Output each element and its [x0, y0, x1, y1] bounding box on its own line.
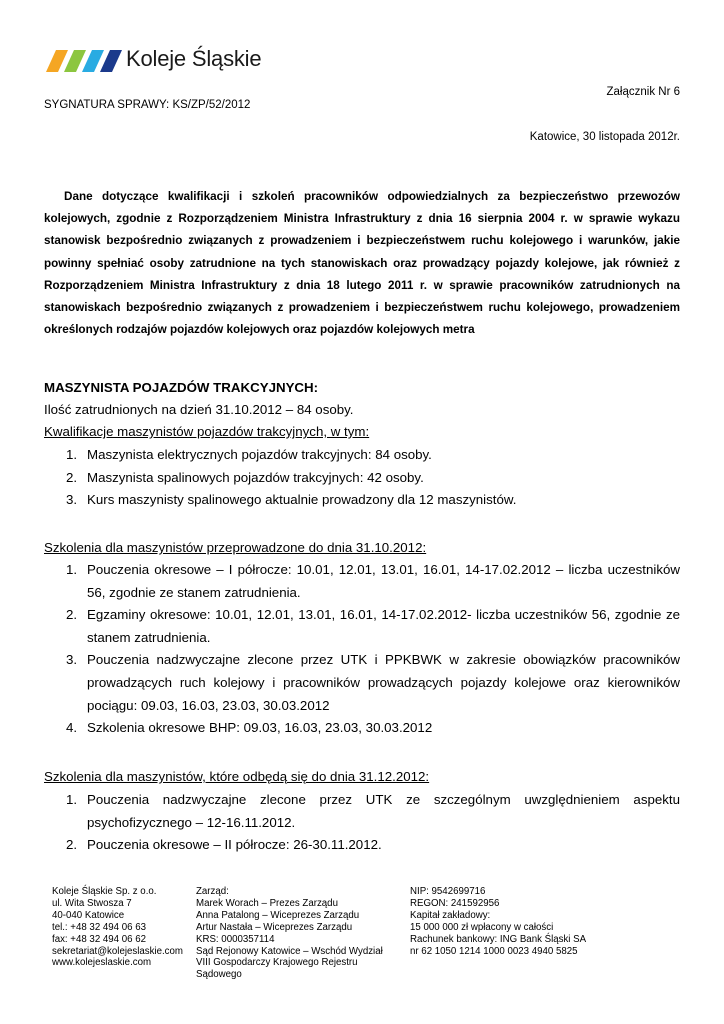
- attachment-label: Załącznik Nr 6: [606, 86, 680, 98]
- logo-stripes-icon: [44, 44, 124, 78]
- qualifications-title: Kwalifikacje maszynistów pojazdów trakcyjnych, w tym:: [44, 424, 370, 439]
- list-item-text: Maszynista elektrycznych pojazdów trakcyjnych: 84 osoby.: [87, 447, 432, 462]
- list-item: [44, 789, 680, 834]
- list-item: [44, 717, 680, 740]
- list-item-text: Pouczenia okresowe – II półrocze: 26-30.11.2012.: [87, 837, 382, 853]
- list-number: 1.: [66, 562, 78, 577]
- list-item-text: Egzaminy okresowe: 10.01, 12.01, 13.01, 16.01, 14-17.02.2012- liczba uczestników 56, zgodnie ze stanem zatrudnienia.: [87, 607, 680, 645]
- planned-trainings-list: [44, 789, 680, 857]
- list-item: [44, 444, 680, 467]
- footer-registration-info: NIP: 9542699716 REGON: 241592956 Kapitał zakładowy: 15 000 000 zł wpłacony w całości Rachunek bankowy: ING Bank Śląski SA nr 62 1050 1214 1000 0023 4940 5825: [410, 886, 587, 957]
- list-number: 2.: [66, 469, 78, 485]
- case-signature: SYGNATURA SPRAWY: KS/ZP/52/2012: [44, 99, 251, 111]
- section-heading: MASZYNISTA POJAZDÓW TRAKCYJNYCH:: [44, 380, 319, 395]
- list-item: [44, 489, 680, 512]
- list-item: [44, 467, 680, 490]
- completed-trainings-title: Szkolenia dla maszynistów przeprowadzone do dnia 31.10.2012:: [44, 540, 427, 555]
- list-item-text: Pouczenia nadzwyczajne zlecone przez UTK i PPKBWK w zakresie obowiązków pracowników prowadzących ruch kolejowy i pracowników prowadzących pojazdy kolejowe oraz kierowników pociągu: 09.03, 16.03, 23.03, 30.03.2012: [87, 652, 680, 713]
- list-item-text: Maszynista spalinowych pojazdów trakcyjnych: 42 osoby.: [87, 469, 424, 485]
- list-item: [44, 559, 680, 604]
- list-number: 4.: [66, 720, 78, 736]
- intro-paragraph: [44, 186, 680, 341]
- logo-text: Koleje Śląskie: [126, 46, 262, 71]
- list-number: 1.: [66, 447, 78, 462]
- document-date: Katowice, 30 listopada 2012r.: [529, 131, 680, 143]
- intro-text: Dane dotyczące kwalifikacji i szkoleń pracowników odpowiedzialnych za bezpieczeństwo przewozów kolejowych, zgodnie z Rozporządzeniem Ministra Infrastruktury z dnia 16 sierpnia 2004 r. w sprawie wykazu stanowisk bezpośrednio związanych z prowadzeniem i bezpieczeństwem ruchu kolejowego i warunków, jakie powinny spełniać osoby zatrudnione na tych stanowiskach oraz prowadzący pojazdy kolejowe, jak również z Rozporządzeniem Ministra Infrastruktury z dnia 18 lutego 2011 r. w sprawie pracowników zatrudnionych na stanowiskach bezpośrednio związanych z prowadzeniem i bezpieczeństwem ruchu kolejowego, prowadzeniem określonych rodzajów pojazdów kolejowych oraz pojazdów kolejowych metra: [44, 190, 680, 337]
- list-item: [44, 834, 680, 857]
- list-item: [44, 649, 680, 717]
- qualifications-list: [44, 444, 680, 512]
- list-number: 3.: [66, 492, 78, 508]
- employed-count: Ilość zatrudnionych na dzień 31.10.2012 – 84 osoby.: [44, 402, 354, 417]
- list-item-text: Pouczenia okresowe – I półrocze: 10.01, 12.01, 13.01, 16.01, 14-17.02.2012 – liczba uczestników 56, zgodnie ze stanem zatrudnienia.: [87, 562, 680, 600]
- list-item-text: Pouczenia nadzwyczajne zlecone przez UTK ze szczególnym uwzględnieniem aspektu psychofizycznego – 12-16.11.2012.: [87, 792, 680, 830]
- list-item-text: Szkolenia okresowe BHP: 09.03, 16.03, 23.03, 30.03.2012: [87, 720, 433, 736]
- footer-management-info: Zarząd: Marek Worach – Prezes Zarządu Anna Patalong – Wiceprezes Zarządu Artur Nastała – Wiceprezes Zarządu KRS: 0000357114 Sąd Rejonowy Katowice – Wschód Wydział VIII Gospodarczy Krajowego Rejestru Sądowego: [196, 886, 383, 981]
- list-item: [44, 604, 680, 649]
- list-number: 2.: [66, 837, 78, 853]
- completed-trainings-list: [44, 559, 680, 740]
- list-number: 2.: [66, 607, 78, 623]
- list-item-text: Kurs maszynisty spalinowego aktualnie prowadzony dla 12 maszynistów.: [87, 492, 517, 508]
- company-logo: [44, 44, 284, 78]
- footer-company-info: Koleje Śląskie Sp. z o.o. ul. Wita Stwosza 7 40-040 Katowice tel.: +48 32 494 06 63 fax: +48 32 494 06 62 sekretariat@kolejeslaskie.com www.kolejeslaskie.com: [52, 886, 183, 969]
- list-number: 3.: [66, 652, 78, 668]
- planned-trainings-title: Szkolenia dla maszynistów, które odbędą się do dnia 31.12.2012:: [44, 769, 430, 784]
- list-number: 1.: [66, 792, 78, 807]
